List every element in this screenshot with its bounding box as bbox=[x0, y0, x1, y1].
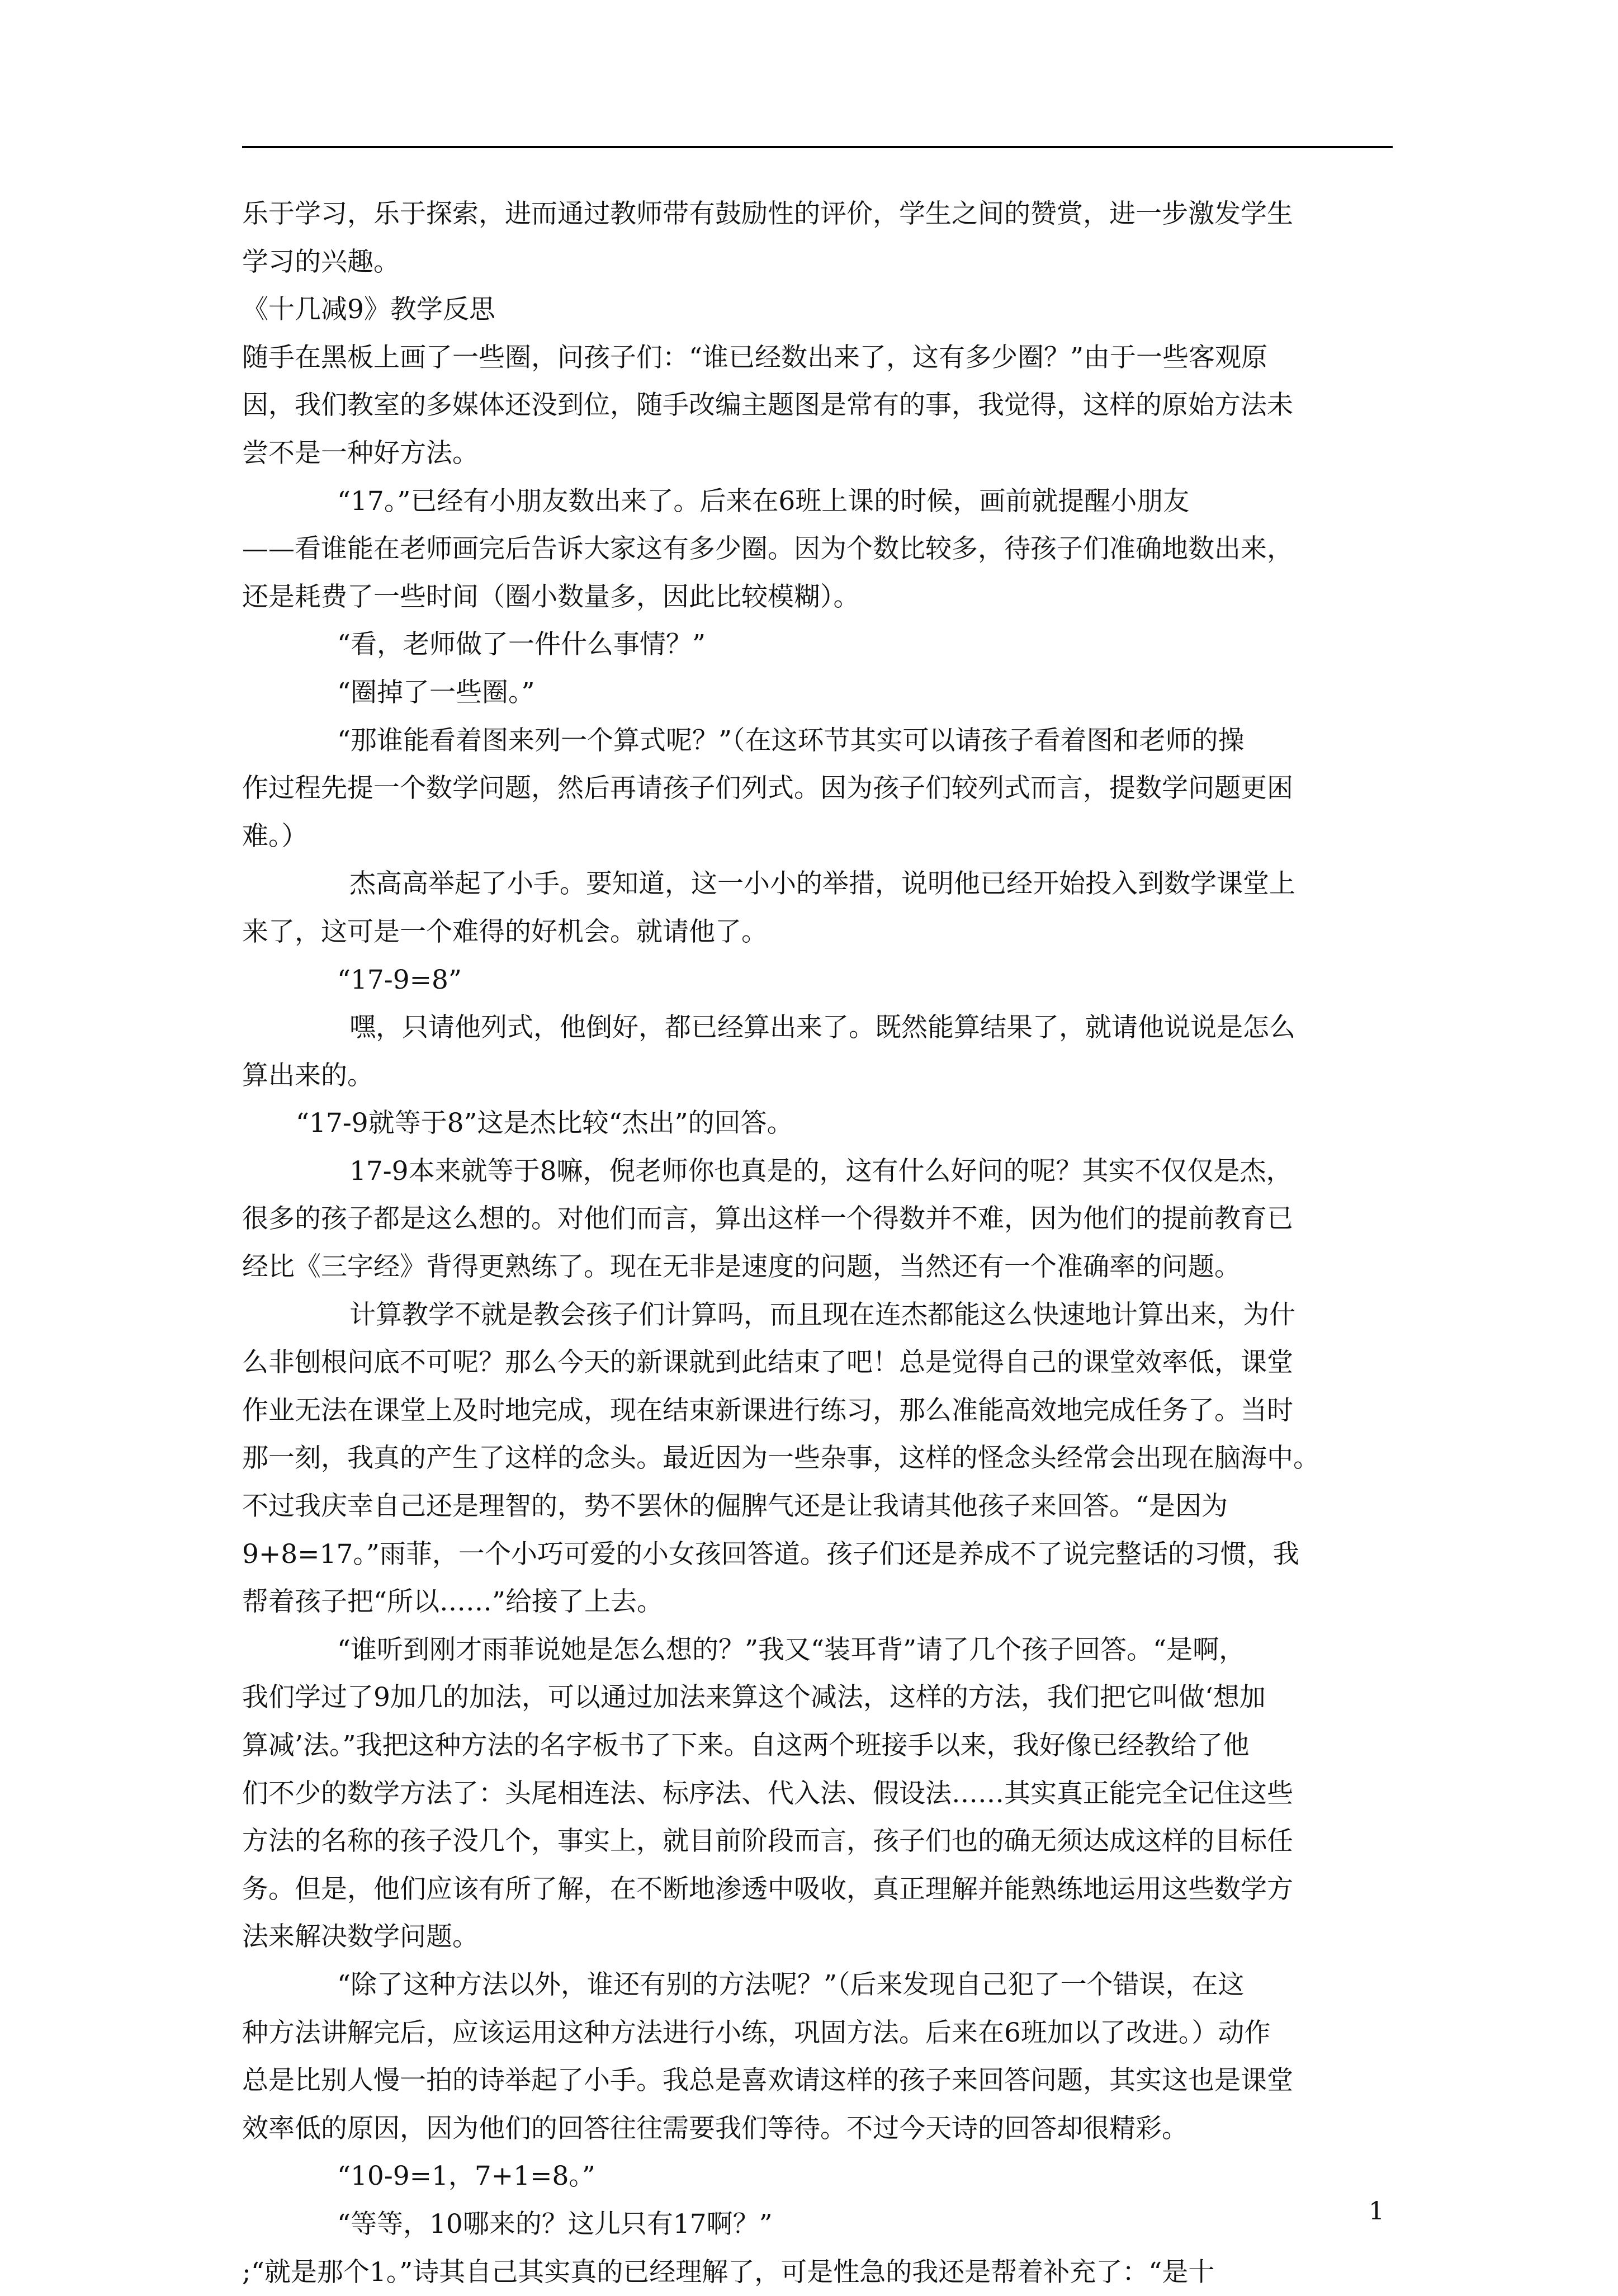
body-line: “17-9就等于8”这是杰比较“杰出”的回答。 bbox=[296, 1108, 793, 1139]
body-line: 随手在黑板上画了一些圈，问孩子们：“谁已经数出来了，这有多少圈？”由于一些客观原 bbox=[242, 342, 1268, 373]
body-line: 杰高高举起了小手。要知道，这一小小的举措，说明他已经开始投入到数学课堂上 bbox=[349, 868, 1295, 900]
document-body bbox=[242, 190, 1393, 2296]
body-line: “看，老师做了一件什么事情？” bbox=[337, 629, 706, 660]
body-line: 还是耗费了一些时间（圈小数量多，因此比较模糊）。 bbox=[242, 581, 860, 612]
body-line: 嘿，只请他列式，他倒好，都已经算出来了。既然能算结果了，就请他说说是怎么 bbox=[349, 1012, 1295, 1043]
body-line: “那谁能看着图来列一个算式呢？”（在这环节其实可以请孩子看着图和老师的操 bbox=[337, 725, 1245, 756]
body-line: 帮着孩子把“所以……”给接了上去。 bbox=[242, 1586, 664, 1618]
body-line: “除了这种方法以外，谁还有别的方法呢？”（后来发现自己犯了一个错误，在这 bbox=[337, 1969, 1245, 2000]
body-line: 来了，这可是一个难得的好机会。就请他了。 bbox=[242, 916, 768, 947]
body-line: “等等，10哪来的？这儿只有17啊？” bbox=[337, 2208, 773, 2240]
body-line: “谁听到刚才雨菲说她是怎么想的？”我又“装耳背”请了几个孩子回答。“是啊， bbox=[337, 1634, 1246, 1665]
body-line: 经比《三字经》背得更熟练了。现在无非是速度的问题，当然还有一个准确率的问题。 bbox=[242, 1251, 1241, 1283]
body-line: 种方法讲解完后，应该运用这种方法进行小练，巩固方法。后来在6班加以了改进。）动作 bbox=[242, 2017, 1271, 2048]
body-line: 那一刻，我真的产生了这样的念头。最近因为一些杂事，这样的怪念头经常会出现在脑海中。 bbox=[242, 1443, 1319, 1474]
body-line: 们不少的数学方法了：头尾相连法、标序法、代入法、假设法……其实真正能完全记住这些 bbox=[242, 1778, 1293, 1809]
body-line: 乐于学习，乐于探索，进而通过教师带有鼓励性的评价，学生之间的赞赏，进一步激发学生 bbox=[242, 199, 1293, 229]
page-number: 1 bbox=[1369, 2197, 1384, 2226]
body-line: “17-9=8” bbox=[337, 964, 462, 995]
body-line: 总是比别人慢一拍的诗举起了小手。我总是喜欢请这样的孩子来回答问题，其实这也是课堂 bbox=[242, 2065, 1293, 2096]
body-line: “17。”已经有小朋友数出来了。后来在6班上课的时候，画前就提醒小朋友 bbox=[337, 485, 1190, 517]
body-line: 因，我们教室的多媒体还没到位，随手改编主题图是常有的事，我觉得，这样的原始方法未 bbox=[242, 390, 1293, 421]
body-line: ——看谁能在老师画完后告诉大家这有多少圈。因为个数比较多，待孩子们准确地数出来， bbox=[242, 533, 1293, 565]
body-line: 作业无法在课堂上及时地完成，现在结束新课进行练习，那么准能高效地完成任务了。当时 bbox=[242, 1395, 1293, 1426]
body-line: ;“就是那个1。”诗其自己其实真的已经理解了，可是性急的我还是帮着补充了：“是十 bbox=[242, 2256, 1215, 2288]
body-line: “10-9=1，7+1=8。” bbox=[337, 2161, 595, 2192]
section-title: 《十几减9》教学反思 bbox=[242, 294, 495, 325]
body-line: 计算教学不就是教会孩子们计算吗，而且现在连杰都能这么快速地计算出来，为什 bbox=[349, 1299, 1295, 1330]
body-line: 很多的孩子都是这么想的。对他们而言，算出这样一个得数并不难，因为他们的提前教育已 bbox=[242, 1203, 1293, 1235]
body-line: 我们学过了9加几的加法，可以通过加法来算这个减法，这样的方法，我们把它叫做‘想加 bbox=[242, 1682, 1266, 1713]
body-line: 难。） bbox=[242, 820, 308, 852]
body-line: 不过我庆幸自己还是理智的，势不罢休的倔脾气还是让我请其他孩子来回答。“是因为 bbox=[242, 1491, 1228, 1522]
body-line: 么非刨根问底不可呢？那么今天的新课就到此结束了吧！总是觉得自己的课堂效率低，课堂 bbox=[242, 1347, 1293, 1378]
body-line: 方法的名称的孩子没几个，事实上，就目前阶段而言，孩子们也的确无须达成这样的目标任 bbox=[242, 1826, 1293, 1857]
body-line: 算出来的。 bbox=[242, 1060, 373, 1091]
body-line: 17-9本来就等于8嘛，倪老师你也真是的，这有什么好问的呢？其实不仅仅是杰， bbox=[349, 1155, 1293, 1187]
header-rule bbox=[242, 146, 1393, 148]
body-line: 9+8=17。”雨菲，一个小巧可爱的小女孩回答道。孩子们还是养成不了说完整话的习惯，我 bbox=[242, 1538, 1299, 1570]
body-line: 作过程先提一个数学问题，然后再请孩子们列式。因为孩子们较列式而言，提数学问题更困 bbox=[242, 773, 1293, 804]
body-line: 尝不是一种好方法。 bbox=[242, 437, 479, 469]
body-line: 学习的兴趣。 bbox=[242, 246, 400, 277]
body-line: 算减’法。”我把这种方法的名字板书了下来。自这两个班接手以来，我好像已经教给了他 bbox=[242, 1730, 1250, 1761]
body-line: 务。但是，他们应该有所了解，在不断地渗透中吸收，真正理解并能熟练地运用这些数学方 bbox=[242, 1873, 1293, 1905]
body-line: 法来解决数学问题。 bbox=[242, 1921, 479, 1953]
body-line: 效率低的原因，因为他们的回答往往需要我们等待。不过今天诗的回答却很精彩。 bbox=[242, 2113, 1188, 2144]
body-line: “圈掉了一些圈。” bbox=[337, 677, 535, 708]
